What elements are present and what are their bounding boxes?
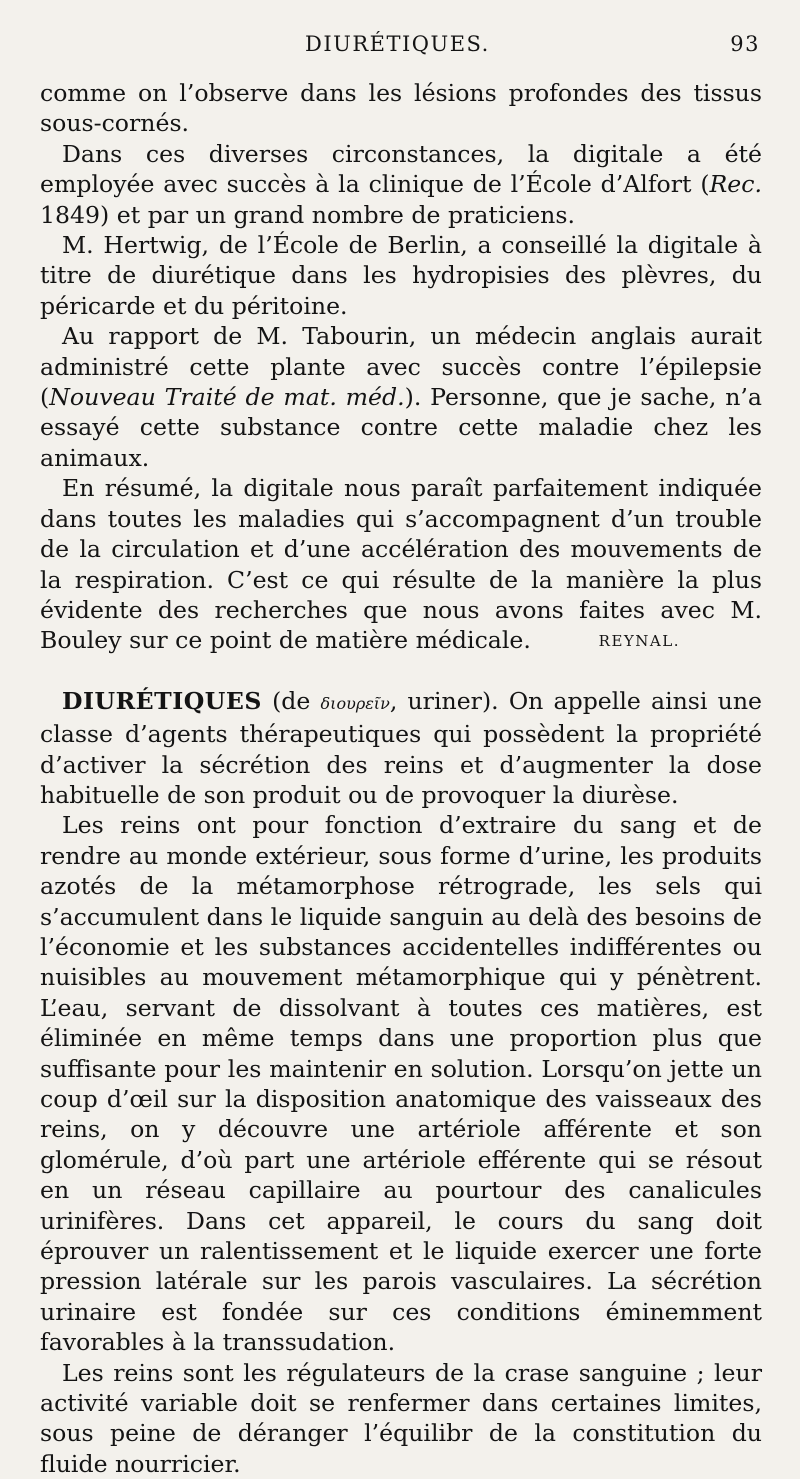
paragraph-reins-fonction: Les reins ont pour fonction d’extraire du sang et de rendre au monde extérieur, sous forme d’urine, les produits azotés de la métamorphose rétrograde, les sels qui s’accumulent dans le liquide sanguin au delà des besoins de l’économie et les substances accidentelles indifférentes ou nuisibles au mouvement métamorphique qui y pénètrent. L’eau, servant de dissolvant à toutes ces matières, est éliminée en même temps dans une proportion plus que suffisante pour les maintenir en solution. Lorsqu’on jette un coup d’œil sur la disposition anatomique des vaisseaux des reins, on y découvre une artériole afférente et son glomérule, d’où part une artériole efférente qui se résout en un réseau capillaire au pourtour des canalicules urinifères. Dans cet appareil, le cours du sang doit éprouver un ralentissement et le liquide exercer une forte pression latérale sur les parois vasculaires. La sécrétion urinaire est fondée sur ces conditions éminemment favorables à la transsudation.: [40, 811, 762, 1357]
paragraph-continuation: comme on l’observe dans les lésions profondes des tissus sous-cornés.: [40, 79, 762, 138]
greek-etymology: διουρεῖν: [320, 693, 390, 713]
text-run: 1849) et par un grand nombre de praticiens.: [40, 200, 575, 229]
article-headword: DIURÉTIQUES: [62, 686, 262, 715]
paragraph-reins-regulateurs: Les reins sont les régulateurs de la crase sanguine ; leur activité variable doit se renfermer dans certaines limites, sous peine de déranger l’équilibr de la constitution du fluide nourricier.: [40, 1358, 762, 1478]
citation: Nouveau Traité de mat. méd.: [49, 383, 405, 412]
text-run: Au rapport de M. Tabourin, un médecin anglais aurait administré cette plante avec succès contre l’épilepsie (: [40, 322, 762, 412]
paragraph-resume: En résumé, la digitale nous paraît parfaitement indiquée dans toutes les maladies qui s’accompagnent d’un trouble de la circulation et d’une accélération des mouvements de la respiration. C’est ce qui résulte de la manière la plus évidente des recherches que nous avons faites avec M. Bouley sur ce point de matière médicale.: [40, 474, 762, 655]
article-intro: [40, 686, 762, 811]
paragraph-alfort: [40, 139, 762, 230]
text-run: , uriner). On appelle ainsi une classe d’agents thérapeutiques qui possèdent la propriété d’activer la sécrétion des reins et d’augmenter la dose habituelle de son produit ou de provoquer la diurèse.: [40, 686, 762, 809]
text-run: ). Personne, que je sache, n’a essayé cette substance contre cette maladie chez les animaux.: [40, 383, 762, 472]
citation: Rec.: [709, 170, 762, 199]
text-run: (de: [261, 686, 321, 715]
paragraph-tabourin: [40, 321, 762, 473]
running-head: [0, 28, 800, 68]
body-text: [40, 78, 762, 1479]
author-signature: REYNAL.: [598, 631, 680, 650]
text-run: Dans ces diverses circonstances, la digitale a été employée avec succès à la clinique de l’École d’Alfort (: [40, 139, 762, 199]
page-number: 93: [730, 32, 760, 56]
paragraph-hertwig: M. Hertwig, de l’École de Berlin, a conseillé la digitale à titre de diurétique dans les hydropisies des plèvres, du péricarde et du péritoine.: [40, 231, 762, 320]
running-head-title: DIURÉTIQUES.: [305, 32, 490, 56]
